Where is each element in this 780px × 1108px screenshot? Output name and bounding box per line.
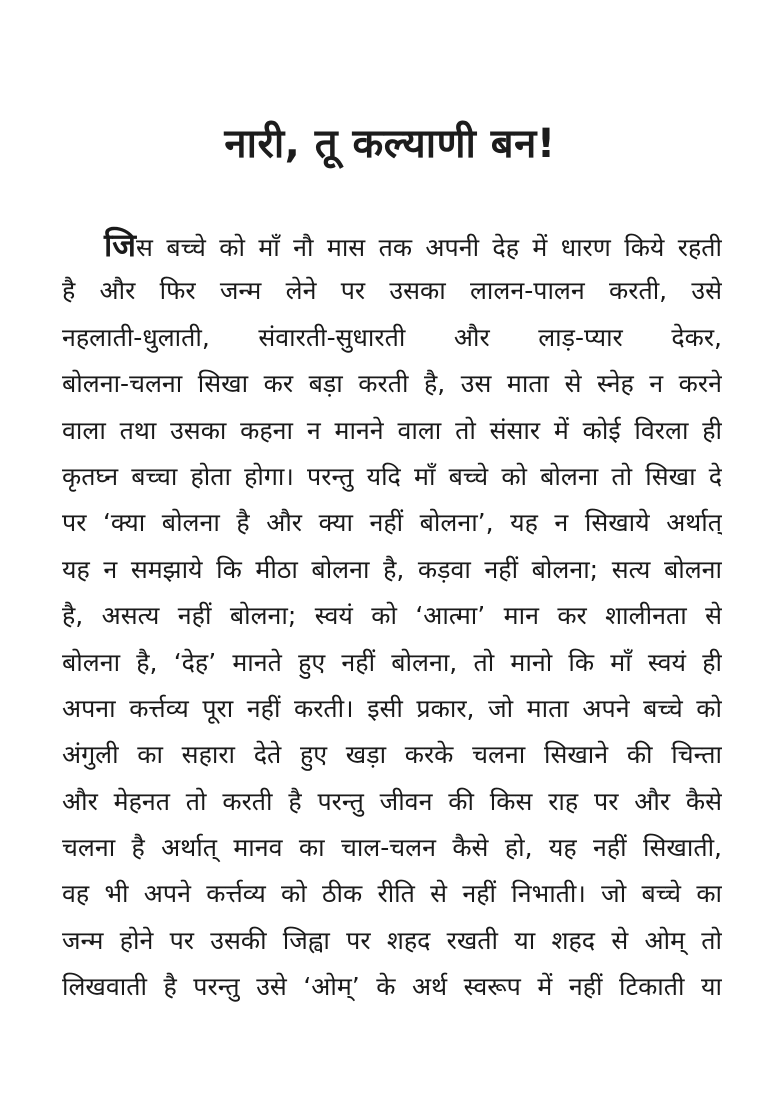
line-text: स बच्चे को माँ नौ मास तक अपनी देह में धारण किये रहती <box>136 233 722 262</box>
paragraph-line-8: यह न समझाये कि मीठा बोलना है, कड़वा नहीं बोलना; सत्य बोलना <box>62 554 722 584</box>
paragraph-line-9: है, असत्य नहीं बोलना; स्वयं को ‘आत्मा’ मान कर शालीनता से <box>62 601 722 631</box>
body-paragraph <box>62 222 722 1011</box>
paragraph-line-3: नहलाती-धुलाती, संवारती-सुधारती और लाड़-प्यार देकर, <box>62 322 722 352</box>
page-title: नारी, तू कल्याणी बन! <box>224 121 556 167</box>
paragraph-line-17: लिखवाती है परन्तु उसे ‘ओम्’ के अर्थ स्वरूप में नहीं टिकाती या <box>62 972 722 1002</box>
paragraph-line-1 <box>62 222 722 268</box>
paragraph-line-11: अपना कर्त्तव्य पूरा नहीं करती। इसी प्रकार, जो माता अपने बच्चे को <box>62 693 722 723</box>
paragraph-line-7: पर ‘क्या बोलना है और क्या नहीं बोलना’, यह न सिखाये अर्थात् <box>62 508 722 538</box>
paragraph-line-5: वाला तथा उसका कहना न मानने वाला तो संसार में कोई विरला ही <box>62 415 722 445</box>
paragraph-line-2: है और फिर जन्म लेने पर उसका लालन-पालन करती, उसे <box>62 276 722 306</box>
paragraph-line-16: जन्म होने पर उसकी जिह्वा पर शहद रखती या शहद से ओम् तो <box>62 925 722 955</box>
paragraph-line-14: चलना है अर्थात् मानव का चाल-चलन कैसे हो, यह नहीं सिखाती, <box>62 833 722 863</box>
paragraph-line-15: वह भी अपने कर्त्तव्य को ठीक रीति से नहीं निभाती। जो बच्चे का <box>62 879 722 909</box>
paragraph-line-12: अंगुली का सहारा देते हुए खड़ा करके चलना सिखाने की चिन्ता <box>62 740 722 770</box>
paragraph-line-6: कृतघ्न बच्चा होता होगा। परन्तु यदि माँ बच्चे को बोलना तो सिखा दे <box>62 461 722 491</box>
paragraph-line-10: बोलना है, ‘देह’ मानते हुए नहीं बोलना, तो मानो कि माँ स्वयं ही <box>62 647 722 677</box>
drop-cap: जि <box>104 226 137 264</box>
paragraph-line-4: बोलना-चलना सिखा कर बड़ा करती है, उस माता से स्नेह न करने <box>62 369 722 399</box>
paragraph-line-13: और मेहनत तो करती है परन्तु जीवन की किस राह पर और कैसे <box>62 786 722 816</box>
